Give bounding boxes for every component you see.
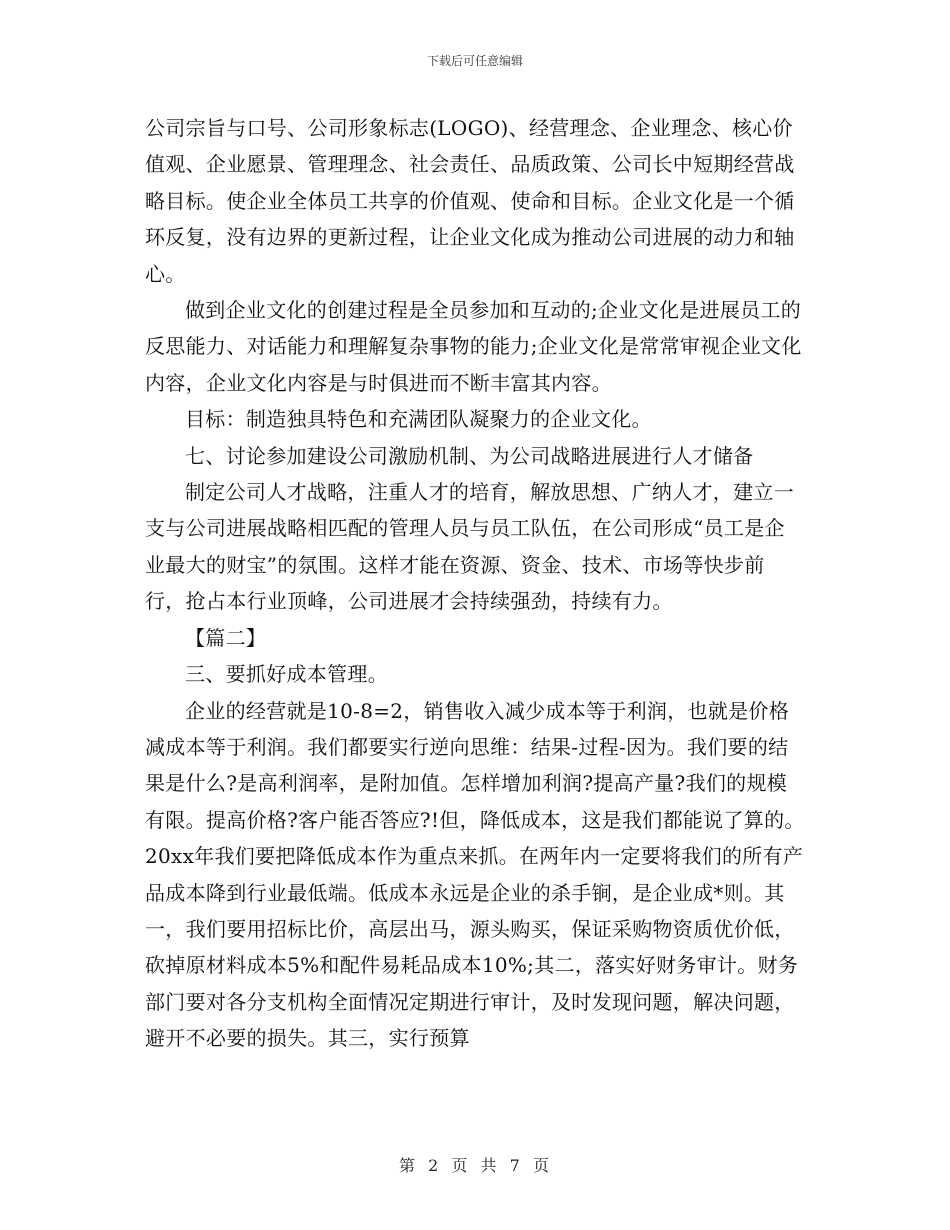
paragraph-culture-process: 做到企业文化的创建过程是全员参加和互动的;企业文化是进展员工的反思能力、对话能力和理解复杂事物的能力;企业文化是常常审视企业文化内容，企业文化内容是与时俱进而不断丰富其内容。 xyxy=(145,298,802,395)
footer-total-pages: 7 xyxy=(509,1156,522,1175)
paragraph-culture-goal: 目标：制造独具特色和充满团队凝聚力的企业文化。 xyxy=(185,407,652,432)
paragraph-culture-elements: 公司宗旨与口号、公司形象标志(LOGO)、经营理念、企业理念、核心价值观、企业愿景、管理理念、社会责任、品质政策、公司长中短期经营战略目标。使企业全体员工共享的价值观、使命和目标。企业文化是一个循环反复，没有边界的更新过程，让企业文化成为推动公司进展的动力和轴心。 xyxy=(145,116,795,286)
section-heading-seven: 七、讨论参加建设公司激励机制、为公司战略进展进行人才储备 xyxy=(185,443,754,468)
section-heading-three: 三、要抓好成本管理。 xyxy=(185,662,388,687)
paragraph-talent-strategy: 制定公司人才战略，注重人才的培育，解放思想、广纳人才，建立一支与公司进展战略相匹配的管理人员与员工队伍，在公司形成“员工是企业最大的财宝”的氛围。这样才能在资源、资金、技术、市场等快步前行，抢占本行业顶峰，公司进展才会持续强劲，持续有力。 xyxy=(145,480,794,614)
part-heading-two: 【篇二】 xyxy=(185,625,267,650)
page-footer xyxy=(0,1153,950,1176)
footer-suffix: 页 xyxy=(532,1156,551,1175)
footer-current-page: 2 xyxy=(428,1156,441,1175)
page-header: 下载后可任意编辑 xyxy=(426,54,523,68)
paragraph-cost-management: 企业的经营就是10-8=2，销售收入减少成本等于利润，也就是价格减成本等于利润。我们都要实行逆向思维：结果-过程-因为。我们要的结果是什么?是高利润率，是附加值。怎样增加利润?提高产量?我们的规模有限。提高价格?客户能否答应?!但，降低成本，这是我们都能说了算的。20xx年我们要把降低成本作为重点来抓。在两年内一定要将我们的所有产品成本降到行业最低端。低成本永远是企业的杀手锏，是企业成*则。其一，我们要用招标比价，高层出马，源头购买，保证采购物资质优价低，砍掉原材料成本5%和配件易耗品成本10%;其二，落实好财务审计。财务部门要对各分支机构全面情况定期进行审计，及时发现问题，解决问题，避开不必要的损失。其三，实行预算 xyxy=(145,698,805,1051)
footer-total-word: 共 xyxy=(480,1156,499,1175)
document-body xyxy=(145,110,805,1057)
footer-page-word: 页 xyxy=(451,1156,470,1175)
footer-prefix: 第 xyxy=(399,1156,418,1175)
